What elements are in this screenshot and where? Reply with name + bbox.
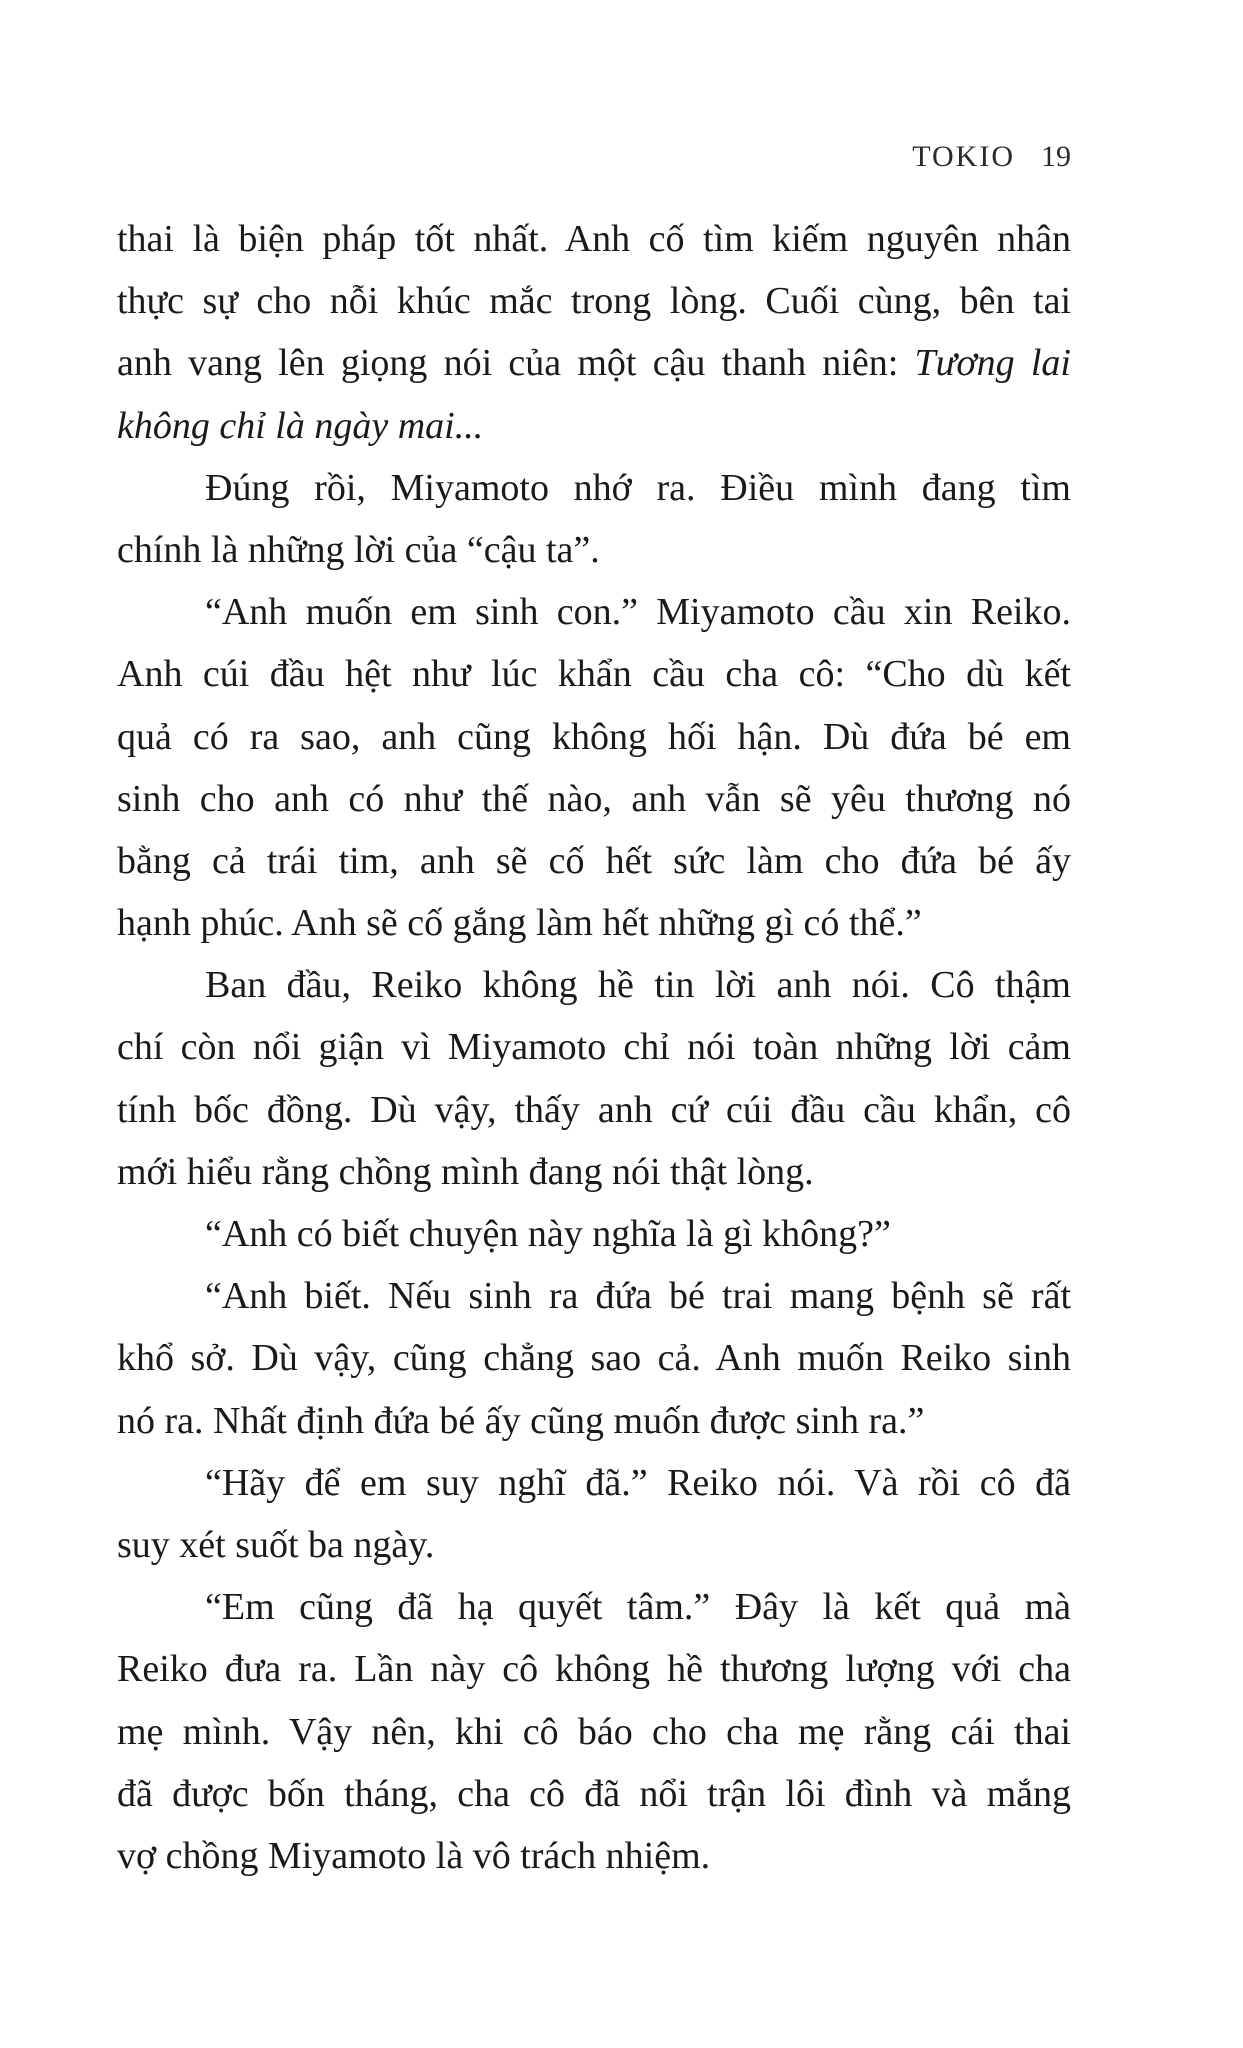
text-line: chí còn nổi giận vì Miyamoto chỉ nói toàn những lời cảm [117,1026,1071,1069]
text-line [117,332,1071,394]
text-line: khổ sở. Dù vậy, cũng chẳng sao cả. Anh muốn Reiko sinh [117,1337,1071,1380]
text-line: thực sự cho nỗi khúc mắc trong lòng. Cuối cùng, bên tai [117,280,1071,323]
text-line: Reiko đưa ra. Lần này cô không hề thương lượng với cha [117,1648,1071,1691]
text-line: suy xét suốt ba ngày. [117,1523,435,1566]
running-head-title: TOKIO [912,140,1015,173]
text-line: “Hãy để em suy nghĩ đã.” Reiko nói. Và rồi cô đã [205,1461,1071,1504]
text-line [117,395,1071,457]
text-line: chính là những lời của “cậu ta”. [117,528,600,571]
text-line: Đúng rồi, Miyamoto nhớ ra. Điều mình đang tìm [205,466,1071,509]
body-text [117,208,1071,1887]
italic-quote: không chỉ là ngày mai... [117,404,484,447]
text-line: tính bốc đồng. Dù vậy, thấy anh cứ cúi đầu cầu khẩn, cô [117,1088,1071,1131]
text-line: “Anh biết. Nếu sinh ra đứa bé trai mang bệnh sẽ rất [205,1275,1071,1318]
text-line: bằng cả trái tim, anh sẽ cố hết sức làm cho đứa bé ấy [117,839,1071,882]
text-line: mẹ mình. Vậy nên, khi cô báo cho cha mẹ rằng cái thai [117,1710,1071,1753]
running-head [912,140,1071,174]
text-line: hạnh phúc. Anh sẽ cố gắng làm hết những gì có thể.” [117,902,922,945]
text-line: mới hiểu rằng chồng mình đang nói thật lòng. [117,1150,814,1193]
text-line: “Em cũng đã hạ quyết tâm.” Đây là kết quả mà [205,1586,1071,1629]
italic-quote: Tương lai [914,342,1071,385]
text-line: đã được bốn tháng, cha cô đã nổi trận lôi đình và mắng [117,1772,1071,1815]
text-line: nó ra. Nhất định đứa bé ấy cũng muốn được sinh ra.” [117,1399,925,1442]
text-line: “Anh có biết chuyện này nghĩa là gì không?” [205,1213,891,1255]
text-run: anh vang lên giọng nói của một cậu thanh niên: [117,342,915,385]
text-line: Ban đầu, Reiko không hề tin lời anh nói. Cô thậm [205,964,1071,1007]
text-line: quả có ra sao, anh cũng không hối hận. Dù đứa bé em [117,715,1071,758]
page-number: 19 [1041,140,1071,173]
text-line: vợ chồng Miyamoto là vô trách nhiệm. [117,1834,711,1877]
text-line: “Anh muốn em sinh con.” Miyamoto cầu xin Reiko. [205,591,1071,634]
text-line: sinh cho anh có như thế nào, anh vẫn sẽ yêu thương nó [117,777,1071,820]
text-line: thai là biện pháp tốt nhất. Anh cố tìm kiếm nguyên nhân [117,218,1071,260]
text-line: Anh cúi đầu hệt như lúc khẩn cầu cha cô: “Cho dù kết [117,653,1071,696]
